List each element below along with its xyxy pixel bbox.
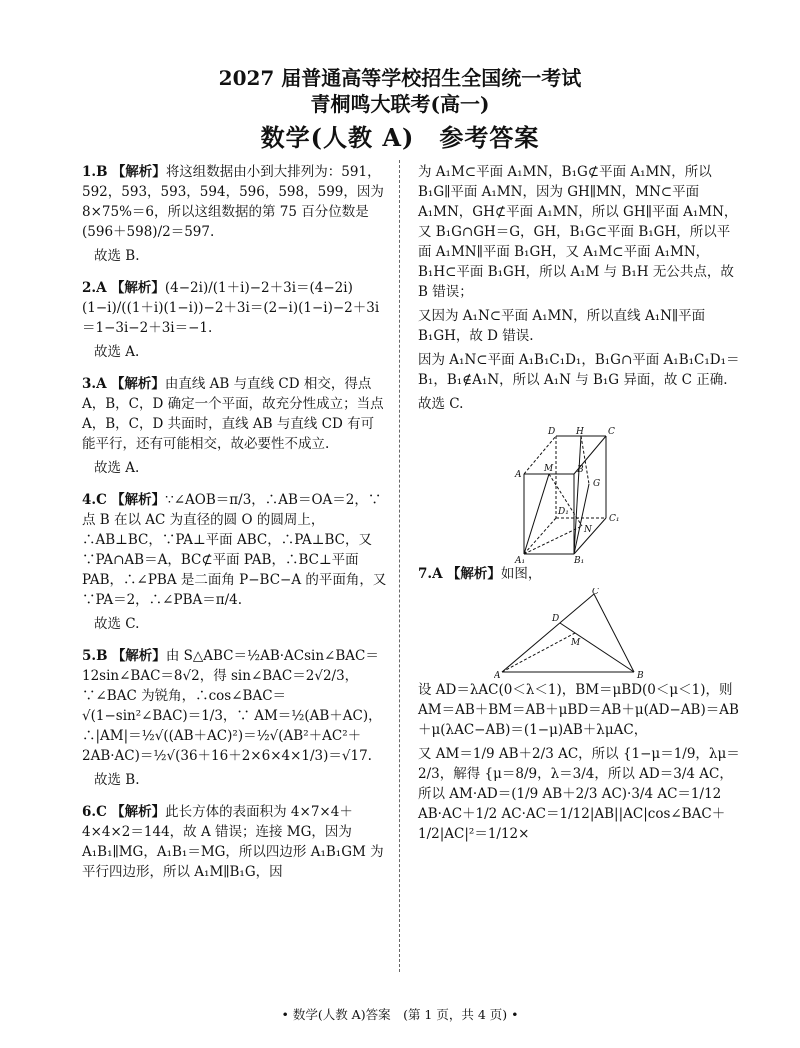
q5: 5.B 【解析】由 S△ABC＝½AB·ACsin∠BAC＝12sin∠BAC＝8√2，得 sin∠BAC＝2√2/3，∵∠BAC 为锐角，∴cos∠BAC＝√(1−sin²∠BAC)＝1/3，∵ AM＝½(AB＋AC)，∴|AM|＝½√((AB＋AC)²)＝½√(AB²＋AC²＋2AB·AC)＝½√(36＋16＋2×6×4×1/3)＝√17. bbox=[82, 648, 382, 764]
q7-solution: 又 AM＝1/9 AB＋2/3 AC，所以 {1−μ＝1/9，λμ＝2/3，解得 {μ＝8/9，λ＝3/4，所以 AD＝3/4 AC，所以 AM·AD＝(1/9 AB＋2/3 AC)·3/4 AC＝1/12 AB·AC＋1/2 AC·AC＝1/12|AB||AC|cos∠BAC＋1/2|AC|²＝1/12× bbox=[418, 746, 740, 842]
q6: 6.C 【解析】此长方体的表面积为 4×7×4＋4×4×2＝144，故 A 错误；连接 MG，因为 A₁B₁∥MG，A₁B₁＝MG，所以四边形 A₁B₁GM 为平行四边形，所以 A₁M∥B₁G，因 bbox=[82, 804, 384, 880]
q7-derivation: 设 AD＝λAC(0＜λ＜1)，BM＝μBD(0＜μ＜1)，则 AM＝AB＋BM＝AB＋μBD＝AB＋μ(AD−AB)＝AB＋μ(λAC−AB)＝(1−μ)AB＋λμAC， bbox=[418, 682, 739, 738]
seg-A1M bbox=[524, 474, 549, 554]
label-C1: C₁ bbox=[609, 514, 620, 524]
label-B1: B₁ bbox=[574, 556, 585, 564]
label-D: D bbox=[548, 427, 556, 437]
q2: 2.A 【解析】(4−2i)/(1＋i)−2＋3i＝(4−2i)(1−i)/((1＋i)(1−i))−2＋3i＝(2−i)(1−i)−2＋3i＝1−3i−2＋3i＝−1. bbox=[82, 280, 380, 336]
triangle-figure bbox=[494, 588, 664, 680]
left-column bbox=[82, 162, 387, 886]
column-divider bbox=[399, 160, 400, 972]
q7: 7.A 【解析】如图， bbox=[418, 566, 542, 582]
q6-c-analysis: 因为 A₁N⊂平面 A₁B₁C₁D₁，B₁G∩平面 A₁B₁C₁D₁＝B₁，B₁∉A₁N，所以 A₁N 与 B₁G 异面，故 C 正确. bbox=[418, 352, 740, 388]
label-B: B bbox=[637, 671, 644, 680]
exam-subtitle: 青桐鸣大联考(高一) bbox=[310, 92, 490, 116]
q4-answer: 故选 C. bbox=[94, 616, 140, 632]
label-B: B bbox=[577, 465, 584, 475]
label-M: M bbox=[571, 638, 581, 648]
label-N: N bbox=[584, 525, 592, 535]
seg-GH bbox=[581, 436, 589, 484]
seg-AM bbox=[502, 633, 575, 672]
answer-key-title: 数学(人教 A) 参考答案 bbox=[260, 123, 540, 152]
label-G: G bbox=[593, 479, 601, 489]
edge-A1D1 bbox=[524, 518, 556, 554]
edge-B1C1 bbox=[574, 518, 606, 554]
q3-answer: 故选 A. bbox=[94, 460, 140, 476]
q6-answer: 故选 C. bbox=[418, 396, 464, 412]
label-H: H bbox=[576, 427, 584, 437]
label-D1: D₁ bbox=[558, 507, 569, 517]
label-C: C bbox=[592, 588, 599, 597]
seg-A1N bbox=[524, 526, 582, 554]
q3: 3.A 【解析】由直线 AB 与直线 CD 相交，得点 A，B，C，D 确定一个平面，故充分性成立；当点 A，B，C，D 共面时，直线 AB 与直线 CD 有可能平行，还有可能相交，故必要性不成立. bbox=[82, 376, 384, 452]
side-AC bbox=[502, 594, 594, 672]
exam-title: 2027 届普通高等学校招生全国统一考试 bbox=[218, 66, 582, 90]
q1-answer: 故选 B. bbox=[94, 248, 140, 264]
q5-answer: 故选 B. bbox=[94, 772, 140, 788]
q1: 1.B 【解析】将这组数据由小到大排列为：591，592，593，593，594，596，598，599，因为 8×75%＝6，所以这组数据的第 75 百分位数是(596＋598)/2＝597. bbox=[82, 164, 384, 240]
q2-answer: 故选 A. bbox=[94, 344, 140, 360]
label-C: C bbox=[608, 427, 615, 437]
side-CB bbox=[594, 594, 634, 672]
q6-continued: 为 A₁M⊂平面 A₁MN，B₁G⊄平面 A₁MN，所以 B₁G∥平面 A₁MN，因为 GH∥MN，MN⊂平面 A₁MN，GH⊄平面 A₁MN，所以 GH∥平面 A₁MN，又 B₁G∩GH＝G，GH，B₁G⊂平面 B₁GH，所以平面 A₁MN∥平面 B₁GH，又 A₁M⊂平面 A₁MN，B₁H⊂平面 B₁GH，所以 A₁M 与 B₁H 无公共点，故 B 错误； bbox=[418, 164, 738, 300]
label-A: A bbox=[515, 470, 522, 480]
cuboid-figure bbox=[514, 426, 644, 564]
label-M: M bbox=[544, 464, 554, 474]
label-D: D bbox=[552, 614, 560, 624]
q6-d-analysis: 又因为 A₁N⊂平面 A₁MN，所以直线 A₁N∥平面 B₁GH，故 D 错误. bbox=[418, 308, 706, 344]
q4: 4.C 【解析】∵∠AOB＝π/3，∴AB＝OA＝2，∵点 B 在以 AC 为直径的圆 O 的圆周上，∴AB⊥BC，∵PA⊥平面 ABC，∴PA⊥BC，又∵PA∩AB＝A，BC⊄平面 PAB，∴BC⊥平面 PAB，∴∠PBA 是二面角 P−BC−A 的平面角，又∵PA＝2，∴∠PBA＝π/4. bbox=[82, 492, 387, 608]
label-A: A bbox=[494, 671, 501, 680]
right-column bbox=[418, 162, 740, 848]
page-footer: • 数学(人教 A)答案 (第 1 页，共 4 页) • bbox=[281, 1007, 519, 1022]
label-A1: A₁ bbox=[515, 556, 526, 564]
